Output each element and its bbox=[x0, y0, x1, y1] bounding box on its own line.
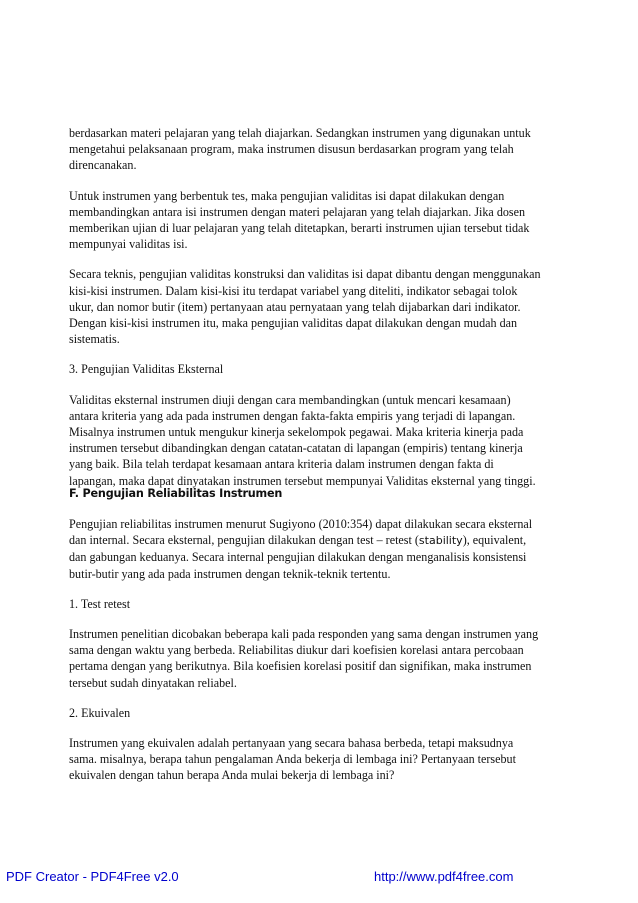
text-line: 2. Ekuivalen bbox=[69, 705, 131, 720]
subheading bbox=[69, 596, 569, 612]
paragraph bbox=[69, 516, 569, 582]
text-line: sama. misalnya, berapa tahun pengalaman Anda bekerja di lembaga ini? Pertanyaan tersebut bbox=[69, 752, 516, 767]
text-fragment: dan internal. Secara eksternal, pengujian dilakukan dengan test – retest ( bbox=[69, 533, 419, 548]
paragraph bbox=[69, 125, 569, 174]
text-line: Validitas eksternal instrumen diuji dengan cara membandingkan (untuk mencari kesamaan) bbox=[69, 392, 511, 407]
text-line: berdasarkan materi pelajaran yang telah diajarkan. Sedangkan instrumen yang digunakan untuk bbox=[69, 126, 531, 140]
text-line: 3. Pengujian Validitas Eksternal bbox=[69, 362, 224, 377]
text-line: yang baik. Bila telah terdapat kesamaan antara kriteria dalam instrumen dengan fakta di bbox=[69, 457, 494, 472]
term-stability: stability bbox=[418, 534, 463, 548]
text-line: sistematis. bbox=[69, 332, 120, 347]
document-body-bottom bbox=[69, 516, 569, 798]
text-line: mempunyai validitas isi. bbox=[69, 237, 188, 252]
section-heading: F. Pengujian Reliabilitas Instrumen bbox=[69, 487, 283, 500]
text-line: dan gabungan keduanya. Secara internal pengujian dilakukan dengan menganalisis konsistensi bbox=[69, 550, 527, 565]
text-fragment: ), equivalent, bbox=[462, 533, 527, 548]
subheading bbox=[69, 361, 569, 377]
text-line: antara kriteria yang ada pada instrumen dengan fakta-fakta empiris yang terjadi di lapangan. bbox=[69, 408, 516, 423]
paragraph bbox=[69, 188, 569, 253]
text-line: Untuk instrumen yang berbentuk tes, maka pengujian validitas isi dapat dilakukan dengan bbox=[69, 188, 505, 203]
pdf4free-link[interactable]: http://www.pdf4free.com bbox=[374, 869, 514, 884]
text-line: Misalnya instrumen untuk mengukur kinerja sekelompok pegawai. Maka kriteria kinerja pada bbox=[69, 425, 524, 440]
text-line: mengetahui pelaksanaan program, maka instrumen disusun berdasarkan program yang telah bbox=[69, 142, 514, 157]
paragraph bbox=[69, 626, 569, 691]
paragraph bbox=[69, 266, 569, 347]
text-line: butir-butir yang ada pada instrumen dengan teknik-teknik tertentu. bbox=[69, 566, 391, 581]
text-line: Instrumen yang ekuivalen adalah pertanyaan yang secara bahasa berbeda, tetapi maksudnya bbox=[69, 736, 514, 751]
text-line: lapangan, maka dapat dinyatakan instrumen tersebut mempunyai Validitas eksternal yang tinggi. bbox=[69, 473, 536, 488]
pdf-creator-label: PDF Creator - PDF4Free v2.0 bbox=[6, 869, 179, 884]
text-line: kisi-kisi instrumen. Dalam kisi-kisi itu terdapat variabel yang diteliti, indikator sebagai tolok bbox=[69, 283, 518, 298]
document-body-top bbox=[69, 125, 569, 503]
text-line: memberikan ujian di luar pelajaran yang telah ditetapkan, berarti instrumen ujian tersebut tidak bbox=[69, 221, 530, 236]
text-line: instrumen tersebut dibandingkan dengan catatan-catatan di lapangan (empiris) tentang kinerja bbox=[69, 441, 523, 456]
paragraph bbox=[69, 735, 569, 784]
subheading bbox=[69, 705, 569, 721]
text-line: tersebut sudah dinyatakan reliabel. bbox=[69, 675, 237, 690]
text-line: Instrumen penelitian dicobakan beberapa kali pada responden yang sama dengan instrumen yang bbox=[69, 627, 539, 642]
text-line: ukur, dan nomor butir (item) pertanyaan atau pernyataan yang telah dijabarkan dari indikator. bbox=[69, 299, 521, 314]
text-line bbox=[69, 532, 569, 549]
text-line: ekuivalen dengan tahun berapa Anda mulai bekerja di lembaga ini? bbox=[69, 768, 395, 783]
text-line: sama dengan waktu yang berbeda. Reliabilitas diukur dari koefisien korelasi antara percobaan bbox=[69, 643, 524, 658]
text-line: pertama dengan yang berikutnya. Bila koefisien korelasi positif dan signifikan, maka instrumen bbox=[69, 659, 532, 674]
text-line: Pengujian reliabilitas instrumen menurut Sugiyono (2010:354) dapat dilakukan secara eksternal bbox=[69, 517, 533, 531]
text-line: direncanakan. bbox=[69, 158, 137, 173]
text-line: Secara teknis, pengujian validitas konstruksi dan validitas isi dapat dibantu dengan menggunakan bbox=[69, 267, 541, 282]
text-line: Dengan kisi-kisi instrumen itu, maka pengujian validitas dapat dilakukan dengan mudah dan bbox=[69, 316, 518, 331]
text-line: membandingkan antara isi instrumen dengan materi pelajaran yang telah diajarkan. Jika dosen bbox=[69, 204, 526, 219]
text-line: 1. Test retest bbox=[69, 596, 131, 611]
paragraph bbox=[69, 392, 569, 489]
